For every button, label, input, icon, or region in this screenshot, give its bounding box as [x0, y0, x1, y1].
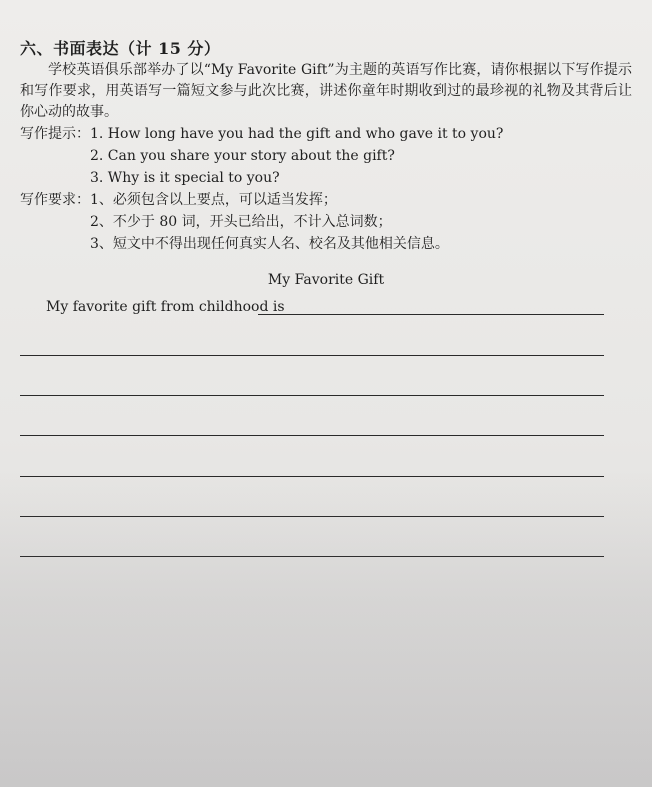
requirements-label: 写作要求：	[20, 192, 90, 208]
prompt-item-1: 1. How long have you had the gift and who gave it to you?	[90, 126, 504, 142]
answer-line-4[interactable]	[20, 435, 604, 436]
section-title: 六、书面表达（计 15 分）	[20, 39, 221, 58]
photo-shadow	[0, 470, 652, 787]
prompts-label: 写作提示：	[20, 126, 90, 142]
essay-title: My Favorite Gift	[267, 272, 385, 288]
answer-line-1[interactable]	[258, 314, 604, 315]
prompts-row-1	[20, 125, 503, 143]
requirements-row-1	[20, 191, 337, 209]
requirement-item-1: 1、必须包含以上要点，可以适当发挥；	[90, 192, 337, 208]
essay-opening: My favorite gift from childhood is	[46, 299, 285, 315]
answer-line-6[interactable]	[20, 516, 604, 517]
answer-line-2[interactable]	[20, 355, 604, 356]
prompt-item-3: 3. Why is it special to you?	[90, 170, 280, 186]
answer-line-3[interactable]	[20, 395, 604, 396]
answer-line-7[interactable]	[20, 556, 604, 557]
answer-line-5[interactable]	[20, 476, 604, 477]
task-instructions: 学校英语俱乐部举办了以“My Favorite Gift”为主题的英语写作比赛，请你根据以下写作提示和写作要求，用英语写一篇短文参与此次比赛，讲述你童年时期收到过的最珍视的礼物及其背后让你心动的故事。	[20, 62, 632, 120]
requirement-item-2: 2、不少于 80 词，开头已给出，不计入总词数；	[90, 214, 392, 230]
prompt-item-2: 2. Can you share your story about the gift?	[90, 148, 395, 164]
requirement-item-3: 3、短文中不得出现任何真实人名、校名及其他相关信息。	[90, 236, 449, 252]
